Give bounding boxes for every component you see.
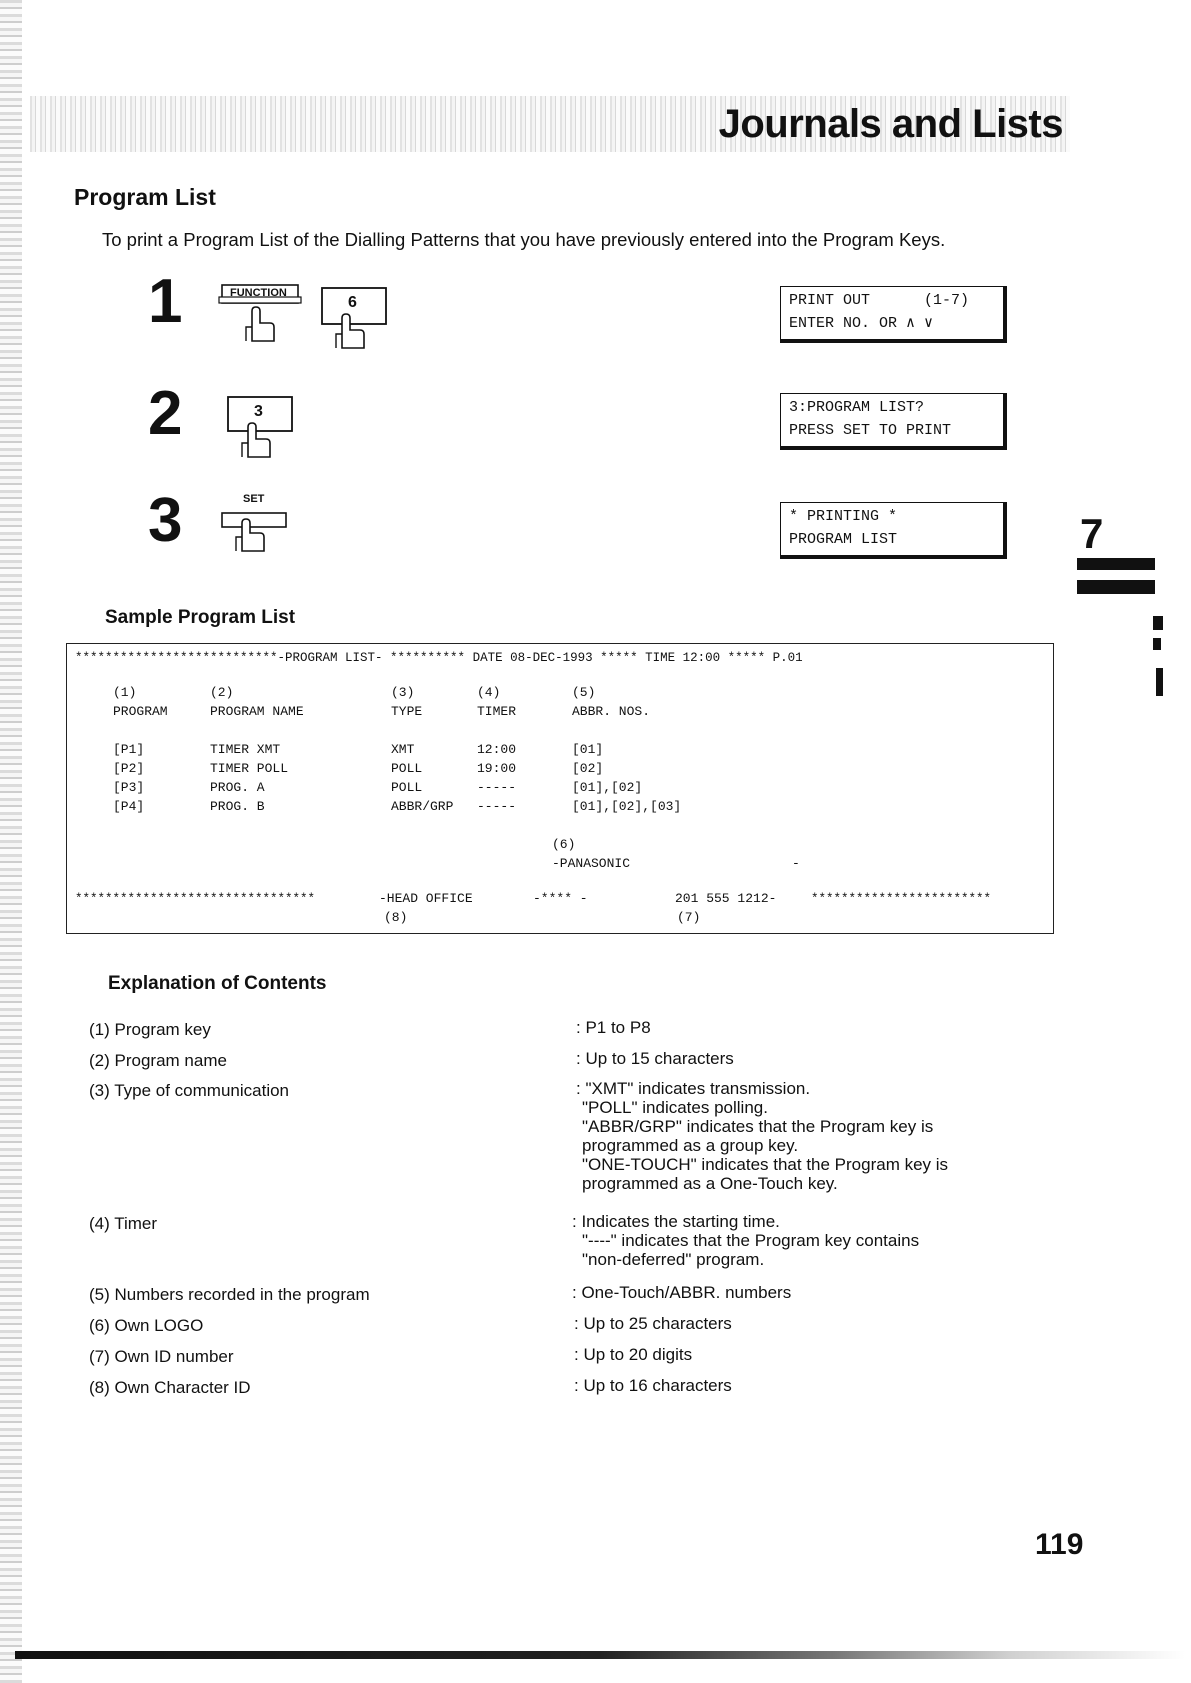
footer-mid: -**** - — [533, 891, 588, 906]
section-intro: To print a Program List of the Dialling Patterns that you have previously entered into the Program Keys. — [102, 229, 946, 250]
cell-abbr: [01],[02],[03] — [572, 799, 682, 814]
cell-abbr: [02] — [572, 761, 604, 776]
page-title: Journals and Lists — [718, 102, 1063, 146]
expl-value-5: : One-Touch/ABBR. numbers — [572, 1283, 792, 1302]
chapter-tab-bar — [1077, 558, 1155, 570]
lcd-line-1: PRINT OUT (1-7) — [789, 292, 970, 309]
step-1-number: 1 — [148, 267, 183, 336]
cell-name: PROG. A — [210, 780, 265, 795]
set-key-label: SET — [243, 493, 265, 505]
col-name-program: PROGRAM — [113, 704, 168, 719]
step-2-number: 2 — [148, 379, 183, 448]
explanation-title: Explanation of Contents — [108, 973, 327, 994]
footer-stars-left: ******************************** — [75, 892, 316, 906]
lcd-line-1: 3:PROGRAM LIST? — [789, 399, 925, 416]
cell-name: PROG. B — [210, 799, 265, 814]
step-3-number: 3 — [148, 486, 183, 555]
chapter-tab-bar — [1077, 580, 1155, 594]
cell-program: [P1] — [113, 742, 145, 757]
expl-value-8: : Up to 16 characters — [574, 1376, 732, 1395]
cell-type: ABBR/GRP — [391, 799, 454, 814]
cell-program: [P3] — [113, 780, 145, 795]
expl-value-6: : Up to 25 characters — [574, 1314, 732, 1333]
own-logo: -PANASONIC — [552, 856, 631, 871]
tab-mark — [1153, 638, 1161, 650]
expl-label-3: (3) Type of communication — [89, 1081, 289, 1100]
cell-type: POLL — [391, 780, 423, 795]
col-num-3: (3) — [391, 685, 415, 700]
page-number: 119 — [1035, 1528, 1084, 1561]
footer-stars-right: ************************ — [811, 892, 992, 906]
bottom-rule — [15, 1651, 1185, 1659]
set-key[interactable] — [220, 493, 290, 560]
function-key[interactable] — [218, 283, 302, 350]
logo-number: (6) — [552, 837, 576, 852]
lcd-display-step-1 — [780, 286, 1007, 343]
number-6-key[interactable] — [320, 286, 390, 357]
lcd-line-2: ENTER NO. OR ∧ ∨ — [789, 315, 934, 332]
expl-label-1: (1) Program key — [89, 1020, 211, 1039]
cell-abbr: [01],[02] — [572, 780, 643, 795]
col-num-4: (4) — [477, 685, 501, 700]
lcd-display-step-3 — [780, 502, 1007, 559]
expl-value-7: : Up to 20 digits — [574, 1345, 693, 1364]
expl-value-1: : P1 to P8 — [576, 1018, 651, 1037]
footer-head-office: -HEAD OFFICE — [379, 891, 473, 906]
col-name-timer: TIMER — [477, 704, 517, 719]
lcd-line-2: PROGRAM LIST — [789, 531, 898, 548]
cell-timer: ----- — [477, 780, 517, 795]
cell-type: POLL — [391, 761, 423, 776]
lcd-display-step-2 — [780, 393, 1007, 450]
tab-mark — [1156, 668, 1163, 696]
footer-num-7: (7) — [677, 910, 701, 925]
col-name-type: TYPE — [391, 704, 423, 719]
expl-label-8: (8) Own Character ID — [89, 1378, 251, 1397]
expl-label-4: (4) Timer — [89, 1214, 157, 1233]
scan-edge — [0, 0, 22, 1683]
col-num-1: (1) — [113, 685, 137, 700]
expl-value-3: : "XMT" indicates transmission. "POLL" indicates polling. "ABBR/GRP" indicates that the Program key is programmed as a group key. "ONE-TOUCH" indicates that the Program key is programmed as a One-Touch key. — [576, 1079, 949, 1193]
footer-id-number: 201 555 1212- — [675, 891, 777, 906]
function-key-label: FUNCTION — [230, 287, 287, 299]
expl-label-7: (7) Own ID number — [89, 1347, 234, 1366]
expl-value-4: : Indicates the starting time. "----" indicates that the Program key contains "non-deferred" program. — [572, 1212, 920, 1269]
number-3-key[interactable] — [226, 395, 296, 466]
col-num-2: (2) — [210, 685, 234, 700]
tab-mark — [1153, 616, 1163, 630]
expl-label-5: (5) Numbers recorded in the program — [89, 1285, 370, 1304]
col-name-abbr: ABBR. NOS. — [572, 704, 651, 719]
chapter-tab-number: 7 — [1080, 510, 1104, 557]
key-3-label: 3 — [254, 403, 263, 420]
cell-abbr: [01] — [572, 742, 604, 757]
cell-timer: 12:00 — [477, 742, 517, 757]
key-6-label: 6 — [348, 294, 357, 311]
section-title: Program List — [74, 184, 216, 210]
col-num-5: (5) — [572, 685, 596, 700]
col-name-program-name: PROGRAM NAME — [210, 704, 304, 719]
expl-value-2: : Up to 15 characters — [576, 1049, 734, 1068]
printout-header-line: ***************************-PROGRAM LIST- ********** DATE 08-DEC-1993 ***** TIME 12:00 ***** P.01 — [75, 651, 803, 665]
logo-dash: - — [792, 856, 800, 871]
lcd-line-1: * PRINTING * — [789, 508, 898, 525]
cell-type: XMT — [391, 742, 415, 757]
lcd-line-2: PRESS SET TO PRINT — [789, 422, 952, 439]
footer-num-8: (8) — [384, 910, 408, 925]
expl-label-6: (6) Own LOGO — [89, 1316, 204, 1335]
cell-program: [P4] — [113, 799, 145, 814]
sample-title: Sample Program List — [105, 607, 296, 628]
cell-timer: ----- — [477, 799, 517, 814]
cell-name: TIMER POLL — [210, 761, 289, 776]
cell-program: [P2] — [113, 761, 145, 776]
sample-printout — [66, 643, 1054, 934]
cell-timer: 19:00 — [477, 761, 517, 776]
cell-name: TIMER XMT — [210, 742, 281, 757]
expl-label-2: (2) Program name — [89, 1051, 227, 1070]
